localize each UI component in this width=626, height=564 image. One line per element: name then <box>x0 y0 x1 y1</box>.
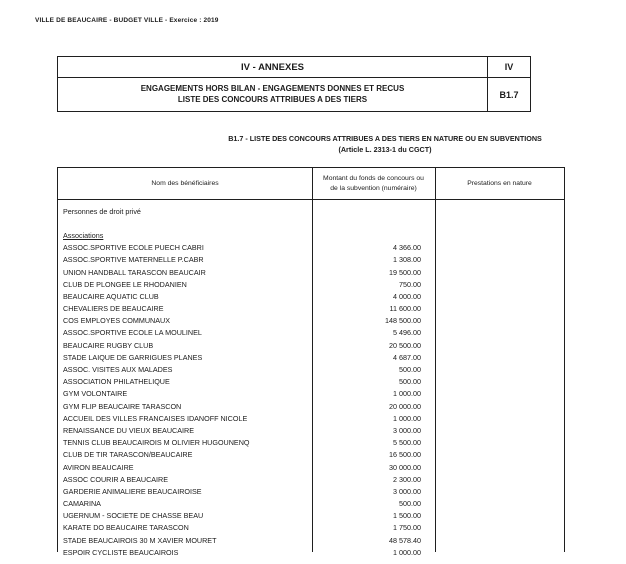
table-row <box>58 351 564 363</box>
subvention-amount: 500.00 <box>399 499 421 509</box>
prestation-nature-cell <box>435 485 564 497</box>
table-row <box>58 339 564 351</box>
prestation-nature-cell <box>435 461 564 473</box>
beneficiary-name: Personnes de droit privé <box>63 206 141 216</box>
beneficiary-name: AVIRON BEAUCAIRE <box>63 462 134 472</box>
table-row <box>58 437 564 449</box>
table-body <box>58 200 564 557</box>
table-row <box>58 303 564 315</box>
column-header-montant: Montant du fonds de concours ou de la subvention (numéraire) <box>323 175 424 192</box>
table-row <box>58 290 564 302</box>
subvention-amount: 4 000.00 <box>393 291 421 301</box>
subvention-amount: 3 000.00 <box>393 425 421 435</box>
beneficiary-name: ASSOC. VISITES AUX MALADES <box>63 365 173 375</box>
beneficiary-name: BEAUCAIRE RUGBY CLUB <box>63 340 154 350</box>
subvention-amount: 2 300.00 <box>393 474 421 484</box>
beneficiary-name: GARDERIE ANIMALIERE BEAUCAIROISE <box>63 486 202 496</box>
beneficiary-name: COS EMPLOYES COMMUNAUX <box>63 316 171 326</box>
table-row <box>58 400 564 412</box>
prestation-nature-cell <box>435 546 564 558</box>
subvention-amount: 48 578.40 <box>389 535 421 545</box>
prestation-nature-cell <box>435 522 564 534</box>
table-row <box>58 388 564 400</box>
beneficiary-name: CAMARINA <box>63 499 101 509</box>
beneficiary-name: ACCUEIL DES VILLES FRANCAISES IDANOFF NICOLE <box>63 413 248 423</box>
table-row <box>58 278 564 290</box>
beneficiary-name: UGERNUM - SOCIETE DE CHASSE BEAU <box>63 511 204 521</box>
prestation-nature-cell <box>435 217 564 229</box>
table-row <box>58 217 564 229</box>
table-row <box>58 424 564 436</box>
table-vertical-divider-1 <box>312 168 313 552</box>
prestation-nature-cell <box>435 339 564 351</box>
table-vertical-divider-2 <box>435 168 436 552</box>
prestation-nature-cell <box>435 303 564 315</box>
prestation-nature-cell <box>435 400 564 412</box>
subvention-amount: 1 308.00 <box>393 255 421 265</box>
table-row <box>58 473 564 485</box>
subvention-amount: 20 000.00 <box>389 401 421 411</box>
table-row <box>58 461 564 473</box>
subvention-amount: 750.00 <box>399 279 421 289</box>
beneficiary-name: ASSOC.SPORTIVE MATERNELLE P.CABR <box>63 255 204 265</box>
subvention-amount: 4 366.00 <box>393 243 421 253</box>
annex-table-vertical-divider <box>487 57 488 111</box>
beneficiary-name: GYM VOLONTAIRE <box>63 389 128 399</box>
prestation-nature-cell <box>435 254 564 266</box>
beneficiary-name: CLUB DE PLONGEE LE RHODANIEN <box>63 279 187 289</box>
prestation-nature-cell <box>435 388 564 400</box>
annex-title-code: IV <box>504 62 514 72</box>
prestation-nature-cell <box>435 510 564 522</box>
beneficiary-name: CLUB DE TIR TARASCON/BEAUCAIRE <box>63 450 193 460</box>
table-row <box>58 412 564 424</box>
subvention-amount: 30 000.00 <box>389 462 421 472</box>
beneficiary-name: ASSOCIATION PHILATHELIQUE <box>63 377 170 387</box>
prestation-nature-cell <box>435 229 564 241</box>
prestation-nature-cell <box>435 498 564 510</box>
prestation-nature-cell <box>435 424 564 436</box>
table-header-divider <box>58 199 564 200</box>
annex-subtitle-line2: LISTE DES CONCOURS ATTRIBUES A DES TIERS <box>177 94 368 104</box>
beneficiary-name: Associations <box>63 230 104 240</box>
prestation-nature-cell <box>435 351 564 363</box>
annex-subtitle <box>58 78 487 111</box>
table-row <box>58 498 564 510</box>
subvention-amount: 1 500.00 <box>393 511 421 521</box>
prestation-nature-cell <box>435 449 564 461</box>
annex-subtitle-line1: ENGAGEMENTS HORS BILAN - ENGAGEMENTS DONNES ET RECUS <box>140 83 405 93</box>
beneficiary-name: RENAISSANCE DU VIEUX BEAUCAIRE <box>63 425 195 435</box>
subvention-amount: 4 687.00 <box>393 352 421 362</box>
beneficiary-name: STADE LAIQUE DE GARRIGUES PLANES <box>63 352 203 362</box>
table-row <box>58 266 564 278</box>
table-row <box>58 327 564 339</box>
table-row <box>58 315 564 327</box>
section-title-line1: B1.7 - LISTE DES CONCOURS ATTRIBUES A DES TIERS EN NATURE OU EN SUBVENTIONS <box>228 134 542 143</box>
subvention-amount: 1 750.00 <box>393 523 421 533</box>
beneficiary-name: ESPOIR CYCLISTE BEAUCAIROIS <box>63 547 179 557</box>
prestation-nature-cell <box>435 290 564 302</box>
table-row <box>58 534 564 546</box>
prestation-nature-cell <box>435 363 564 375</box>
table-row <box>58 546 564 558</box>
beneficiary-name: KARATE DO BEAUCAIRE TARASCON <box>63 523 189 533</box>
beneficiary-name: TENNIS CLUB BEAUCAIROIS M OLIVIER HUGOUNENQ <box>63 438 250 448</box>
beneficiary-name: UNION HANDBALL TARASCON BEAUCAIR <box>63 267 206 277</box>
prestation-nature-cell <box>435 412 564 424</box>
subvention-amount: 16 500.00 <box>389 450 421 460</box>
subvention-amount: 5 500.00 <box>393 438 421 448</box>
subvention-amount: 500.00 <box>399 377 421 387</box>
annex-title: IV - ANNEXES <box>241 61 304 73</box>
beneficiaries-table <box>57 167 565 557</box>
prestation-nature-cell <box>435 327 564 339</box>
table-header-row <box>58 168 564 199</box>
column-header-beneficiaires: Nom des bénéficiaires <box>151 179 219 187</box>
prestation-nature-cell <box>435 534 564 546</box>
beneficiary-name: ASSOC COURIR A BEAUCAIRE <box>63 474 169 484</box>
prestation-nature-cell <box>435 278 564 290</box>
table-row <box>58 242 564 254</box>
beneficiary-name: STADE BEAUCAIROIS 30 M XAVIER MOURET <box>63 535 217 545</box>
subvention-amount: 148 500.00 <box>385 316 421 326</box>
column-header-prestations: Prestations en nature <box>467 179 532 187</box>
section-title <box>150 134 620 156</box>
prestation-nature-cell <box>435 315 564 327</box>
prestation-nature-cell <box>435 242 564 254</box>
prestation-nature-cell <box>435 376 564 388</box>
subvention-amount: 19 500.00 <box>389 267 421 277</box>
prestation-nature-cell <box>435 205 564 217</box>
subvention-amount: 3 000.00 <box>393 486 421 496</box>
prestation-nature-cell <box>435 437 564 449</box>
table-row <box>58 449 564 461</box>
subvention-amount: 20 500.00 <box>389 340 421 350</box>
table-row <box>58 522 564 534</box>
table-row <box>58 254 564 266</box>
subvention-amount: 11 600.00 <box>389 304 421 314</box>
annex-subtitle-code: B1.7 <box>499 89 519 100</box>
beneficiary-name: ASSOC.SPORTIVE ECOLE PUECH CABRI <box>63 243 204 253</box>
beneficiary-name: ASSOC.SPORTIVE ECOLE LA MOULINEL <box>63 328 202 338</box>
table-row <box>58 229 564 241</box>
prestation-nature-cell <box>435 266 564 278</box>
prestation-nature-cell <box>435 473 564 485</box>
table-row <box>58 205 564 217</box>
table-row <box>58 363 564 375</box>
beneficiary-name: BEAUCAIRE AQUATIC CLUB <box>63 291 159 301</box>
document-header: VILLE DE BEAUCAIRE - BUDGET VILLE - Exercice : 2019 <box>35 17 219 24</box>
subvention-amount: 1 000.00 <box>393 389 421 399</box>
subvention-amount: 1 000.00 <box>393 547 421 557</box>
annex-table-horizontal-divider <box>58 77 530 78</box>
beneficiary-name: CHEVALIERS DE BEAUCAIRE <box>63 304 164 314</box>
subvention-amount: 1 000.00 <box>393 413 421 423</box>
beneficiary-name: GYM FLIP BEAUCAIRE TARASCON <box>63 401 182 411</box>
table-row <box>58 376 564 388</box>
table-row <box>58 510 564 522</box>
subvention-amount: 5 496.00 <box>393 328 421 338</box>
annex-header-table <box>57 56 531 112</box>
section-title-line2: (Article L. 2313-1 du CGCT) <box>338 144 432 154</box>
table-row <box>58 485 564 497</box>
subvention-amount: 500.00 <box>399 365 421 375</box>
